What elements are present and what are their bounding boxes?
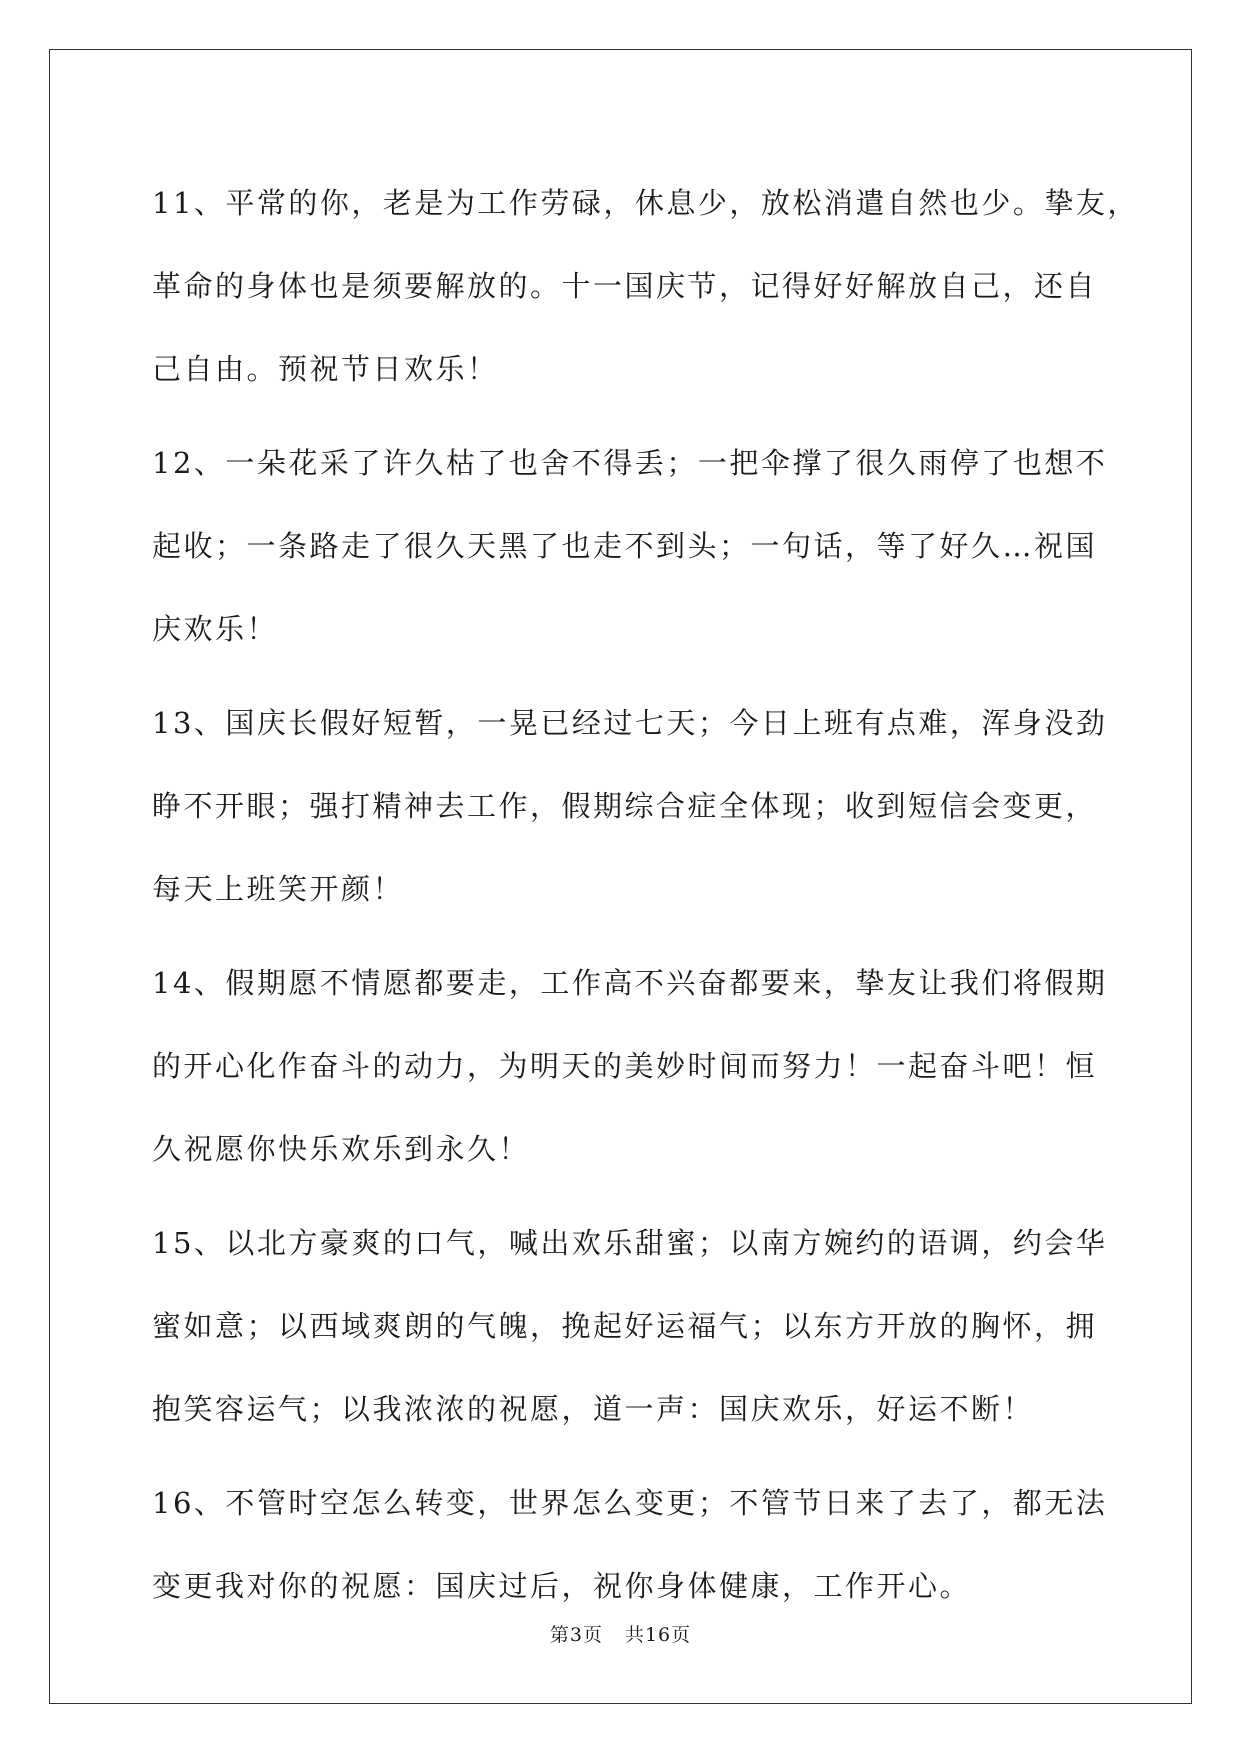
text-line: 变更我对你的祝愿：国庆过后，祝你身体健康，工作开心。: [152, 1569, 972, 1603]
text-line: 11、平常的你，老是为工作劳碌，休息少，放松消遣自然也少。挚友，: [152, 186, 1139, 220]
paragraph-11: [152, 162, 1139, 411]
page-number: 第3页: [549, 1624, 603, 1646]
document-body: [152, 162, 1139, 1639]
text-line: 12、一朵花采了许久枯了也舍不得丢；一把伞撑了很久雨停了也想不: [152, 446, 1108, 480]
paragraph-16: [152, 1462, 1108, 1628]
text-line: 的开心化作奋斗的动力，为明天的美妙时间而努力！一起奋斗吧！恒: [152, 1049, 1098, 1083]
text-line: 15、以北方豪爽的口气，喊出欢乐甜蜜；以南方婉约的语调，约会华: [152, 1226, 1108, 1260]
page-total: 共16页: [624, 1624, 692, 1646]
paragraph-13: [152, 682, 1108, 931]
text-line: 起收；一条路走了很久天黑了也走不到头；一句话，等了好久…祝国: [152, 529, 1098, 563]
text-line: 庆欢乐！: [152, 612, 279, 646]
text-line: 久祝愿你快乐欢乐到永久！: [152, 1132, 531, 1166]
text-line: 睁不开眼；强打精神去工作，假期综合症全体现；收到短信会变更，: [152, 789, 1098, 823]
text-line: 抱笑容运气；以我浓浓的祝愿，道一声：国庆欢乐，好运不断！: [152, 1392, 1035, 1426]
page-footer: [0, 1620, 1241, 1647]
paragraph-14: [152, 942, 1108, 1191]
text-line: 蜜如意；以西域爽朗的气魄，挽起好运福气；以东方开放的胸怀，拥: [152, 1309, 1098, 1343]
text-line: 每天上班笑开颜！: [152, 872, 405, 906]
text-line: 16、不管时空怎么转变，世界怎么变更；不管节日来了去了，都无法: [152, 1486, 1108, 1520]
text-line: 己自由。预祝节日欢乐！: [152, 352, 499, 386]
text-line: 13、国庆长假好短暂，一晃已经过七天；今日上班有点难，浑身没劲: [152, 706, 1108, 740]
text-line: 14、假期愿不情愿都要走，工作高不兴奋都要来，挚友让我们将假期: [152, 966, 1108, 1000]
paragraph-15: [152, 1202, 1108, 1451]
paragraph-12: [152, 422, 1108, 671]
text-line: 革命的身体也是须要解放的。十一国庆节，记得好好解放自己，还自: [152, 269, 1098, 303]
